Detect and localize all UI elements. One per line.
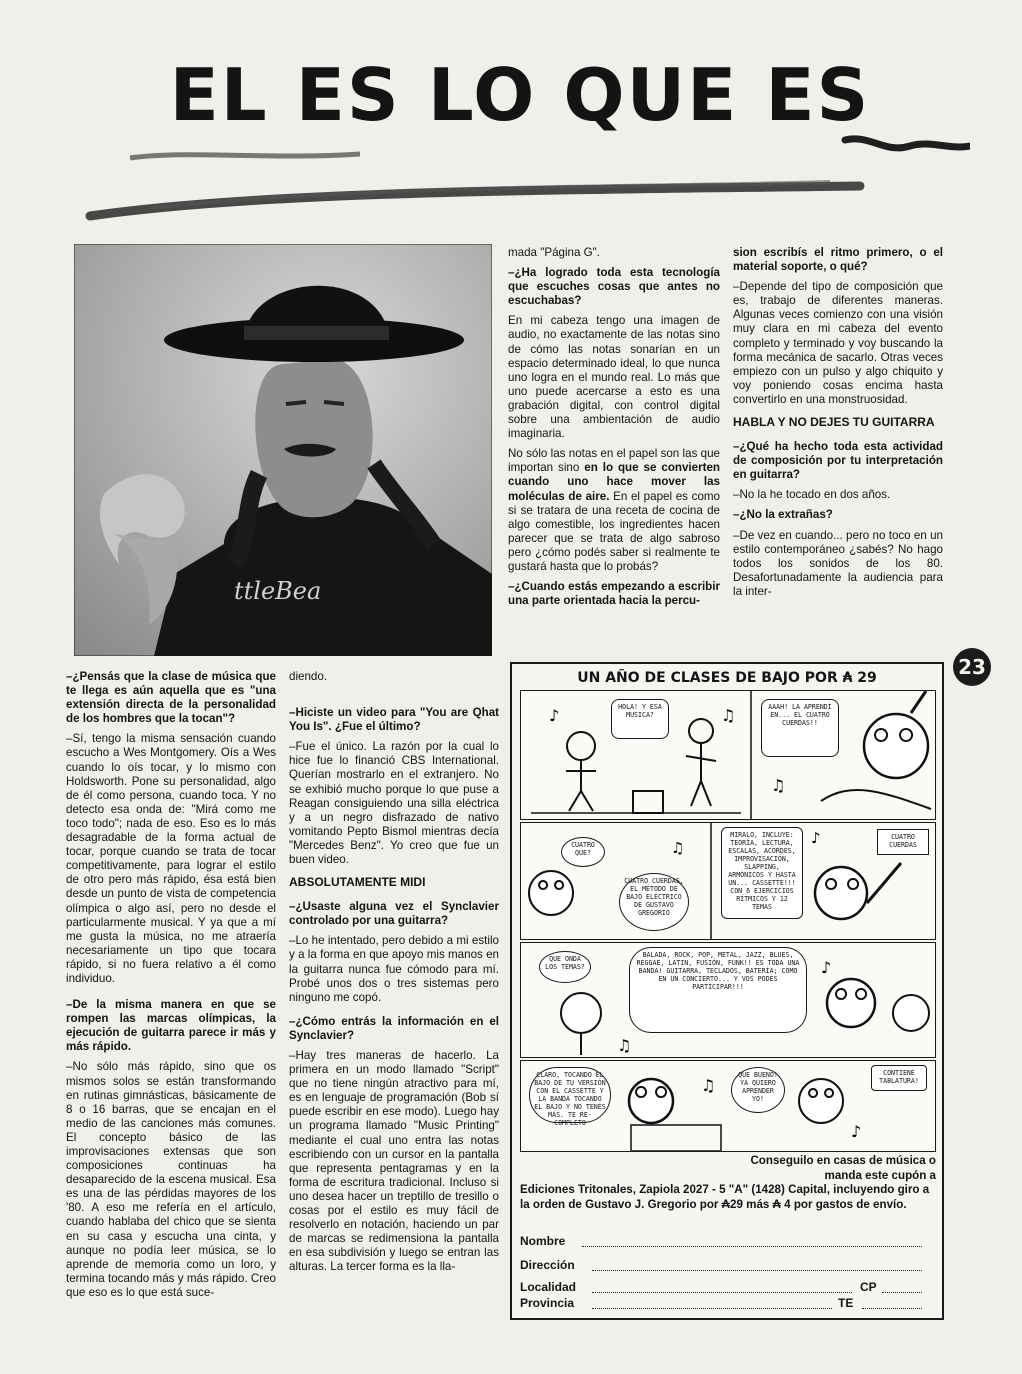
question: sion escribís el ritmo primero, o el material soporte, o qué? <box>733 246 943 274</box>
page-title: EL ES LO QUE ES <box>169 53 871 137</box>
speech-bubble: CUATRO CUERDAS, EL MÉTODO DE BAJO ELÉCTRICO DE GUSTAVO GREGORIO <box>619 873 689 931</box>
brush-stroke-decoration <box>70 120 970 230</box>
svg-text:♫: ♫ <box>721 706 736 725</box>
subheading: ABSOLUTAMENTE MIDI <box>289 875 426 890</box>
svg-text:♫: ♫ <box>617 1036 632 1055</box>
field-label: Provincia <box>520 1296 575 1310</box>
svg-text:♪: ♪ <box>821 958 832 977</box>
question: –¿Pensás que la clase de música que te llega es aún aquella que es "una extensión directa de la personalidad de los hombres que la tocan"? <box>66 670 276 726</box>
portrait-photo <box>74 244 492 656</box>
bass-course-advertisement <box>510 662 944 1320</box>
paragraph: –Depende del tipo de composición que es, trabajo de diferentes maneras. Algunas veces comienzo con una visión muy clara en mi cabeza del evento completo y terminado y voy buscando la forma mecánica de sacarlo. Otras veces empiezo con un pulso y algo chiquito y voy poniendo cosas encima hasta convertirlo en una monstruosidad. <box>733 280 943 406</box>
field-label: Nombre <box>520 1234 566 1248</box>
question: –¿No la extrañas? <box>733 508 833 522</box>
svg-text:♪: ♪ <box>851 1122 862 1141</box>
field-provincia[interactable] <box>520 1296 936 1310</box>
question: –¿Cómo entrás la información en el Synclavier? <box>289 1014 499 1042</box>
column-d <box>289 670 499 1280</box>
paragraph: mada "Página G". <box>508 246 601 259</box>
field-nombre[interactable] <box>520 1234 936 1248</box>
fill-line <box>592 1298 832 1309</box>
speech-bubble: QUE BUENO! YA QUIERO APRENDER YO! <box>731 1067 785 1113</box>
column-b <box>733 246 943 605</box>
speech-bubble: CUATRO QUE? <box>561 837 605 867</box>
speech-bubble: MIRALO, INCLUYE: TEORÍA, LECTURA, ESCALAS, ACORDES, IMPROVISACIÓN, SLAPPING, ARMÓNICOS Y HASTA UN... CASSETTE!!! CON 6 EJERCICIOS RÍTMICOS Y 12 TEMAS <box>721 827 803 919</box>
paragraph: –Sí, tengo la misma sensación cuando escucho a Wes Montgomery. Oís a Wes cuando lo oís tocar, y lo mismo con Holdsworth. Pone su personalidad, algo de él como persona, cuando toca. Y no detecto esa onda de: "Mirá como me toco todo"; nada de eso. Eso es lo más desagradable de la forma actual de tocar, porque cuando se trata de tocar competitivamente, para lograr el estilo de otro pero más rápido, ésa está bien desde un punto de vista de competencia olímpica o algo así, pero no desde el particularmente musical. Y ya que a mí me gusta la música, no me atraería necesariamente un tipo que tocara rápido, si no fuera relativo a él como individuo. <box>66 732 276 985</box>
paragraph: En mi cabeza tengo una imagen de audio, no exactamente de las notas sino de cómo las notas sonarían en un espacio determinado ideal, lo que nunca uno logra en el mundo real. Lo más que uno puede acercarse a esto es una grabación digital, con control digital sobre una ambientación de audio imaginaria. <box>508 314 720 441</box>
comic-strip-2 <box>520 822 936 940</box>
paragraph: –Hay tres maneras de hacerlo. La primera en un modo llamado "Script" que no tiene ningún atractivo para mí, es en lenguaje de programación (Bob sí puede escribir en ese modo). Luego hay un programa llamado "Music Printing" mediante el cual uno entra las notas escribiendo con un cursor en la pantalla que representa pentagramas y en la forma de escritura tradicional. Incluso si uno desea hacer un treptillo de tresillo o cosas por el estilo es muy fácil de resolverlo en notación, haciendo un par de marcas se redimensiona la pantalla en esa subdivisión y luego se entran las alturas. La tercer forma es la lla- <box>289 1048 499 1274</box>
field-direccion[interactable] <box>520 1258 936 1272</box>
svg-text:♪: ♪ <box>549 706 560 725</box>
comic-strip-1 <box>520 690 936 820</box>
speech-bubble: HOLA! Y ESA MUSICA? <box>611 699 669 739</box>
speech-bubble: CLARO, TOCANDO EL BAJO DE TU VERSIÓN CON EL CASSETTE Y LA BANDA TOCANDO EL BAJO Y NO TENÉS MÁS. TE RE-COMPLETO <box>529 1067 611 1123</box>
paragraph: –Fue el único. La razón por la cual lo hice fue lo financió CBS International. Querían mostrarlo en el extranjero. No se exhibió mucho porque lo que puse a Reagan consiguiendo una silla eléctrica y a un negro disfrazado de nativo vomitando Pepto Bismol mientras decía "Mercedes Benz". Yo creo que fue un buen video. <box>289 740 499 867</box>
paragraph: –Lo he intentado, pero debido a mi estilo y a la forma en que apoyo mis manos en la guitarra nunca fue cómodo para mí. Probé unos dos o tres sistemas pero ninguno me copó. <box>289 934 499 1004</box>
question: –¿Cuando estás empezando a escribir una parte orientada hacia la percu- <box>508 580 720 608</box>
paragraph: diendo. <box>289 670 328 683</box>
ad-coupon-text <box>520 1154 936 1212</box>
comic-strip-3 <box>520 942 936 1058</box>
field-label: CP <box>860 1280 877 1294</box>
paragraph: –No la he tocado en dos años. <box>733 488 891 502</box>
speech-bubble: AAAH! LA APRENDÍ EN... EL CUATRO CUERDAS!! <box>761 699 839 757</box>
subheading: HABLA Y NO DEJES TU GUITARRA <box>733 415 935 430</box>
ad-intro: Conseguilo en casas de música o manda este cupón a <box>750 1154 936 1182</box>
paragraph: –De vez en cuando... pero no toco en un estilo contemporáneo ¿sabés? No hago todos los sonidos de los 80. Desafortunadamente la audiencia para la inter- <box>733 528 943 598</box>
question: –De la misma manera en que se rompen las marcas olímpicas, la ejecución de guitarra parece ir más y más rápido. <box>66 998 276 1054</box>
fill-line <box>592 1260 922 1271</box>
column-c <box>66 670 276 1306</box>
text-run: No sólo las notas en el papel son las que importan sino <box>508 447 720 475</box>
speech-bubble: BALADA, ROCK, POP, METAL, JAZZ, BLUES, REGGAE, LATIN, FUSIÓN, FUNK!! ES TODA UNA BANDA! GUITARRA, TECLADOS, BATERÍA; COMO EN UN CONCIERTO... Y VOS PODÉS PARTICIPAR!!! <box>629 947 807 1033</box>
column-a <box>508 246 720 614</box>
svg-text:♫: ♫ <box>671 839 685 857</box>
book-cover: CUATRO CUERDAS <box>877 829 929 855</box>
question: –¿Qué ha hecho toda esta actividad de composición por tu interpretación en guitarra? <box>733 440 943 482</box>
shirt-logo: ttleBea <box>234 577 322 605</box>
comic-drawing-4 <box>521 1061 935 1151</box>
field-label: Dirección <box>520 1258 575 1272</box>
question: –¿Ha logrado toda esta tecnología que escuches cosas que antes no escuchabas? <box>508 266 720 308</box>
paragraph <box>508 447 720 574</box>
field-label: TE <box>838 1296 854 1310</box>
fill-line <box>592 1282 852 1293</box>
page-number-badge: 23 <box>953 648 991 686</box>
question: –¿Usaste alguna vez el Synclavier controlado por una guitarra? <box>289 900 499 928</box>
ad-title: UN AÑO DE CLASES DE BAJO POR ₳ 29 <box>577 670 877 686</box>
comic-drawing-1 <box>521 691 935 819</box>
fill-line <box>862 1298 922 1309</box>
svg-text:♪: ♪ <box>811 829 821 847</box>
svg-text:♫: ♫ <box>771 776 786 795</box>
text-run: En el papel es como si se tratara de una receta de cocina de algo comestible, los ingredientes hacen parecer que se trata de algo sabroso pero ¿cómo podés saber si realmente te gustará hasta que lo probás? <box>508 489 721 573</box>
fill-line <box>582 1236 922 1247</box>
speech-bubble: QUE ONDA LOS TEMAS? <box>539 951 591 983</box>
paragraph: –No sólo más rápido, sino que os mismos solos se están transformando en rutinas gimnásticas, básicamente de 8 o 16 barras, que se encajan en el medio de las canciones más comunes. El concepto básico de las improvisaciones extensas que son composiciones continuas ha desaparecido de la escena musical. Esa es una de las pérdidas mayores de los '80. A eso me refería en el artículo, cuando hablaba del chico que se sienta en su casa y escucha una cinta, y aunque no podía leer música, se lo aprende de memoria como un loro, y termina tocando más y más rápido. Creo que eso es lo que está suce- <box>66 1060 276 1299</box>
speech-bubble: CONTIENE TABLATURA! <box>871 1065 927 1091</box>
comic-drawing-3 <box>521 943 935 1057</box>
field-label: Localidad <box>520 1280 577 1294</box>
svg-text:♫: ♫ <box>701 1076 716 1095</box>
comic-strip-4 <box>520 1060 936 1152</box>
field-localidad[interactable] <box>520 1280 936 1294</box>
ad-address: Ediciones Tritonales, Zapiola 2027 - 5 "A" (1428) Capital, incluyendo giro a la orden de Gustavo J. Gregorio por ₳29 más ₳ 4 por gastos de envío. <box>520 1183 930 1211</box>
fill-line <box>882 1282 922 1293</box>
comic-drawing-2 <box>521 823 935 939</box>
bold-run: en lo que se convierten cuando uno hace mover las moléculas de aire. <box>508 461 720 503</box>
question: –Hiciste un video para "You are Qhat You Is". ¿Fue el último? <box>289 706 499 734</box>
